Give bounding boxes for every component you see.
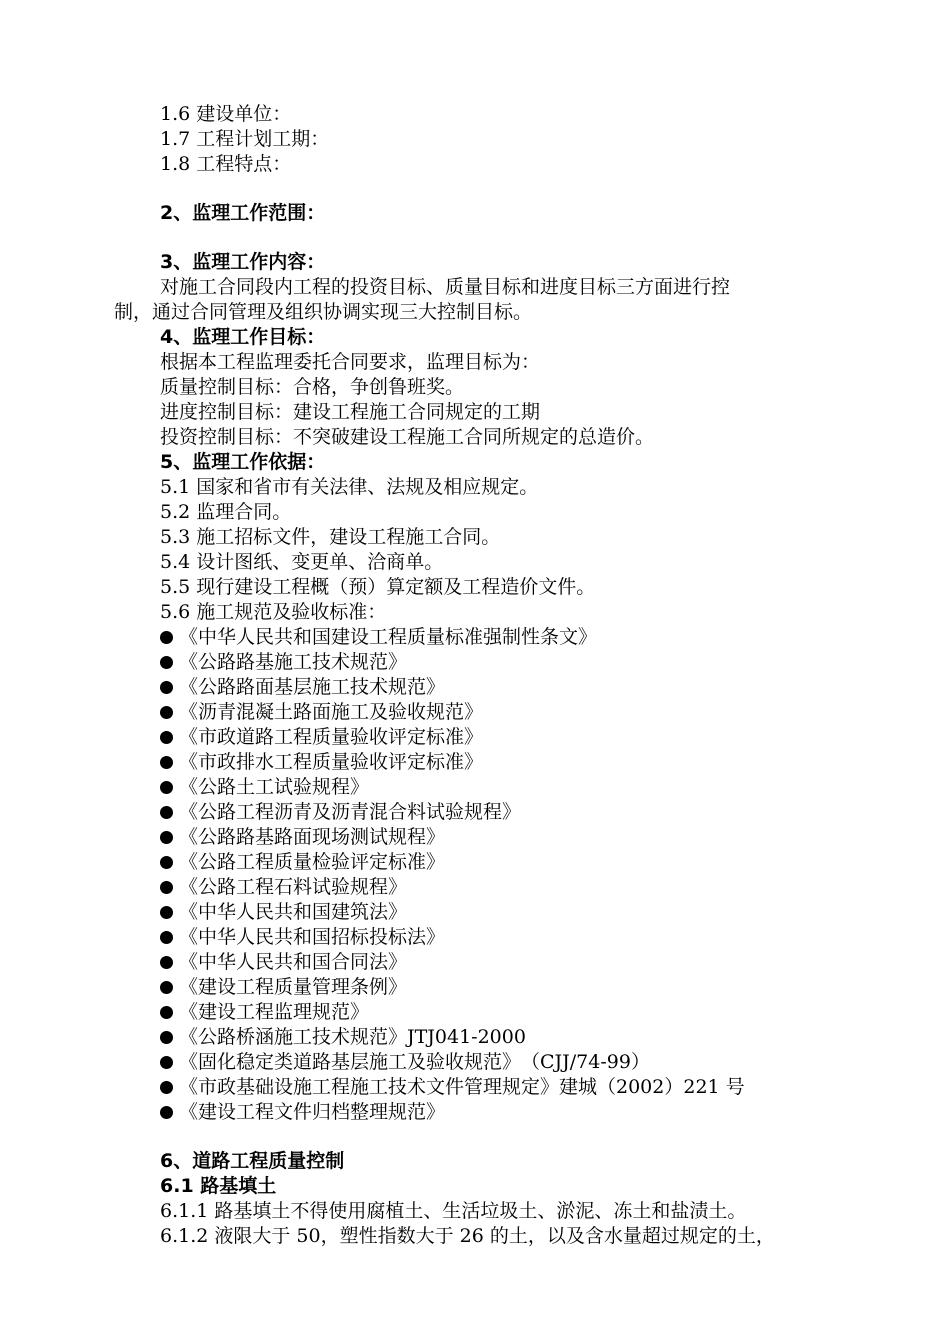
bullet-icon (160, 656, 173, 669)
standard-list-item: 《中华人民共和国招标投标法》 (160, 925, 445, 950)
bullet-icon (160, 1006, 173, 1019)
bullet-icon (160, 856, 173, 869)
section-3-paragraph-line-1: 对施工合同段内工程的投资目标、质量目标和进度目标三方面进行控 (160, 276, 731, 298)
section-4-line: 进度控制目标：建设工程施工合同规定的工期 (160, 401, 541, 423)
bullet-icon (160, 681, 173, 694)
standard-list-item: 《公路路面基层施工技术规范》 (160, 675, 445, 700)
standard-list-item: 《公路路基路面现场测试规程》 (160, 825, 445, 850)
bullet-icon (160, 781, 173, 794)
section-5-item: 5.3 施工招标文件，建设工程施工合同。 (160, 526, 501, 548)
heading-section-3: 3、监理工作内容： (160, 251, 326, 273)
bullet-icon (160, 881, 173, 894)
standard-list-item: 《中华人民共和国建设工程质量标准强制性条文》 (160, 625, 597, 650)
bullet-icon (160, 806, 173, 819)
bullet-icon (160, 631, 173, 644)
section-4-line: 根据本工程监理委托合同要求，监理目标为： (160, 351, 541, 373)
standard-list-item: 《建设工程监理规范》 (160, 1000, 369, 1025)
bullet-icon (160, 906, 173, 919)
section-5-item: 5.4 设计图纸、变更单、洽商单。 (160, 551, 444, 573)
standard-list-item: 《公路土工试验规程》 (160, 775, 369, 800)
bullet-icon (160, 931, 173, 944)
bullet-icon (160, 831, 173, 844)
section-4-line: 投资控制目标：不突破建设工程施工合同所规定的总造价。 (160, 426, 655, 448)
item-1-8: 1.8 工程特点： (160, 153, 292, 175)
section-4-line: 质量控制目标：合格，争创鲁班奖。 (160, 376, 465, 398)
section-6-item: 6.1.1 路基填土不得使用腐植土、生活垃圾土、淤泥、冻土和盐渍土。 (160, 1200, 747, 1222)
section-5-item: 5.5 现行建设工程概（预）算定额及工程造价文件。 (160, 576, 596, 598)
standard-list-item: 《中华人民共和国建筑法》 (160, 900, 407, 925)
standard-list-item: 《固化稳定类道路基层施工及验收规范》 （CJJ/74-99） (160, 1050, 650, 1075)
heading-section-6-1: 6.1 路基填土 (160, 1175, 277, 1197)
section-5-item: 5.6 施工规范及验收标准： (160, 601, 387, 623)
standard-list-item: 《公路路基施工技术规范》 (160, 650, 407, 675)
bullet-icon (160, 956, 173, 969)
heading-section-4: 4、监理工作目标： (160, 326, 326, 348)
standard-list-item: 《公路工程沥青及沥青混合料试验规程》 (160, 800, 521, 825)
bullet-icon (160, 1106, 173, 1119)
section-5-item: 5.1 国家和省市有关法律、法规及相应规定。 (160, 476, 539, 498)
standard-list-item: 《市政道路工程质量验收评定标准》 (160, 725, 483, 750)
standard-list-item: 《中华人民共和国合同法》 (160, 950, 407, 975)
item-1-6: 1.6 建设单位： (160, 103, 292, 125)
heading-section-5: 5、监理工作依据： (160, 451, 326, 473)
section-5-item: 5.2 监理合同。 (160, 501, 292, 523)
heading-section-2: 2、监理工作范围： (160, 202, 326, 224)
bullet-icon (160, 756, 173, 769)
standard-list-item: 《建设工程质量管理条例》 (160, 975, 407, 1000)
bullet-icon (160, 981, 173, 994)
bullet-icon (160, 1031, 173, 1044)
standard-list-item: 《沥青混凝土路面施工及验收规范》 (160, 700, 483, 725)
item-1-7: 1.7 工程计划工期： (160, 128, 330, 150)
bullet-icon (160, 731, 173, 744)
bullet-icon (160, 1056, 173, 1069)
standard-list-item: 《公路桥涵施工技术规范》JTJ041-2000 (160, 1025, 526, 1050)
standard-list-item: 《市政排水工程质量验收评定标准》 (160, 750, 483, 775)
bullet-icon (160, 1081, 173, 1094)
standard-list-item: 《市政基础设施工程施工技术文件管理规定》建城（2002）221 号 (160, 1075, 745, 1100)
standard-list-item: 《建设工程文件归档整理规范》 (160, 1100, 445, 1125)
section-3-paragraph-line-2: 制，通过合同管理及组织协调实现三大控制目标。 (114, 301, 533, 323)
standard-list-item: 《公路工程质量检验评定标准》 (160, 850, 445, 875)
heading-section-6: 6、道路工程质量控制 (160, 1150, 345, 1172)
standard-list-item: 《公路工程石料试验规程》 (160, 875, 407, 900)
section-6-item: 6.1.2 液限大于 50，塑性指数大于 26 的土，以及含水量超过规定的土， (160, 1225, 775, 1247)
bullet-icon (160, 706, 173, 719)
